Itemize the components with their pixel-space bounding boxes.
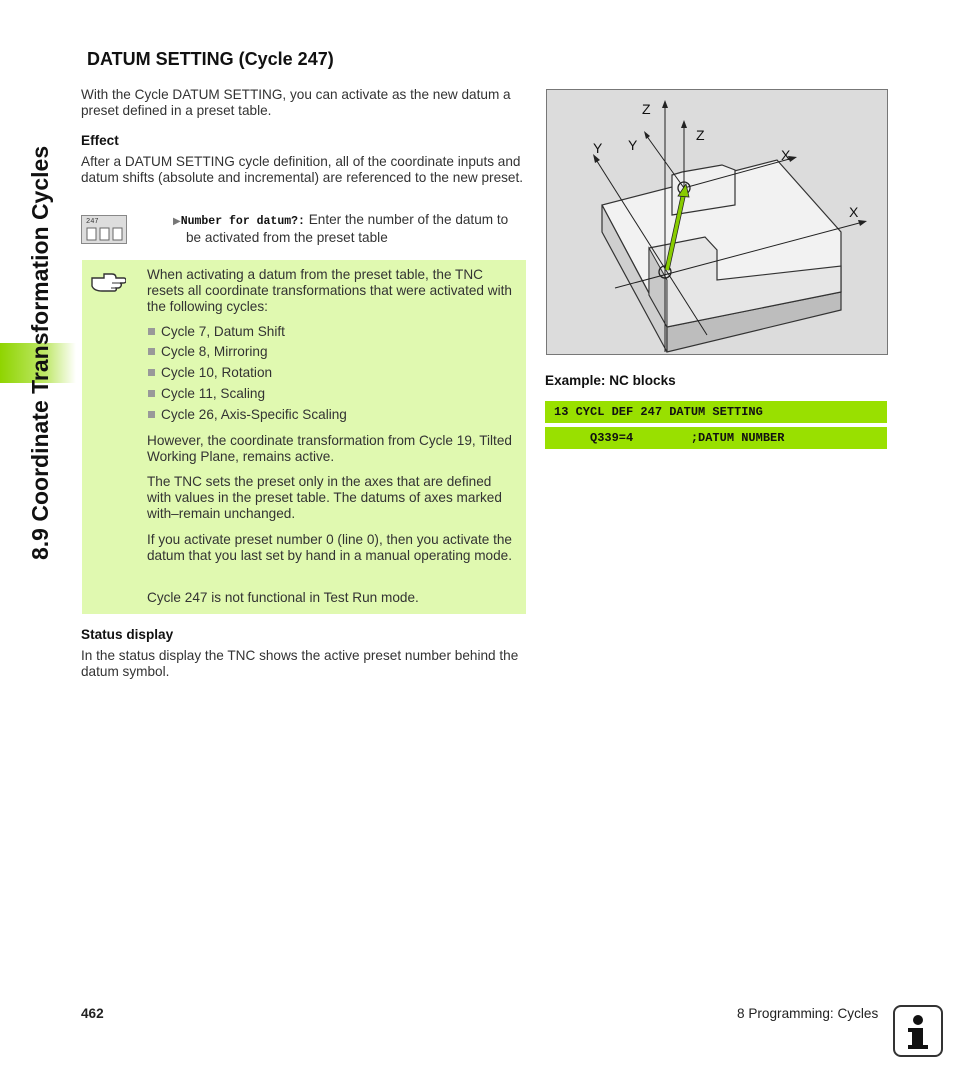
list-item: Cycle 7, Datum Shift bbox=[148, 324, 285, 339]
axis-label-z2: Z bbox=[696, 127, 705, 143]
param-desc-line2: be activated from the preset table bbox=[186, 230, 388, 245]
axis-label-y2: Y bbox=[628, 137, 638, 153]
section-title: DATUM SETTING (Cycle 247) bbox=[87, 49, 334, 69]
param-description bbox=[173, 212, 528, 246]
note-para-1: When activating a datum from the preset table, the TNC resets all coordinate transformations that were activated with the following cycles: bbox=[147, 267, 512, 314]
axis-label-x2: X bbox=[849, 204, 859, 220]
example-heading: Example: NC blocks bbox=[545, 373, 676, 388]
axis-label-x1: X bbox=[781, 147, 791, 163]
status-heading: Status display bbox=[81, 627, 174, 642]
note-para-4: If you activate preset number 0 (line 0), then you activate the datum that you last set by hand in a manual operating mode. bbox=[147, 532, 512, 563]
effect-paragraph: After a DATUM SETTING cycle definition, all of the coordinate inputs and datum shifts (absolute and incremental) are referenced to the new preset. bbox=[81, 154, 524, 185]
info-icon bbox=[893, 1005, 943, 1057]
list-item: Cycle 11, Scaling bbox=[148, 386, 265, 401]
status-paragraph: In the status display the TNC shows the active preset number behind the datum symbol. bbox=[81, 648, 519, 679]
datum-symbols-icon bbox=[86, 227, 124, 241]
pointing-hand-icon bbox=[90, 270, 126, 294]
axis-label-z1: Z bbox=[642, 101, 651, 117]
intro-paragraph: With the Cycle DATUM SETTING, you can activate as the new datum a preset defined in a preset table. bbox=[81, 87, 511, 118]
list-item: Cycle 26, Axis-Specific Scaling bbox=[148, 407, 347, 422]
note-box bbox=[82, 260, 526, 614]
triangle-bullet-icon: ▶ bbox=[173, 216, 181, 227]
nc-block-line: Q339=4 ;DATUM NUMBER bbox=[545, 427, 887, 449]
note-para-3: The TNC sets the preset only in the axes that are defined with values in the preset table. The datums of axes marked with–remain unchanged. bbox=[147, 474, 502, 521]
effect-heading: Effect bbox=[81, 133, 119, 148]
nc-block-line: 13 CYCL DEF 247 DATUM SETTING bbox=[545, 401, 887, 423]
list-item: Cycle 8, Mirroring bbox=[148, 344, 268, 359]
axis-label-y1: Y bbox=[593, 140, 603, 156]
datum-figure bbox=[546, 89, 888, 355]
list-item: Cycle 10, Rotation bbox=[148, 365, 272, 380]
param-label: Number for datum?: bbox=[180, 215, 305, 228]
param-desc-line1: Enter the number of the datum to bbox=[308, 212, 509, 227]
cycle-247-softkey: 247 bbox=[81, 215, 127, 244]
sidebar-chapter-title: 8.9 Coordinate Transformation Cycles bbox=[27, 145, 53, 560]
note-para-2: However, the coordinate transformation from Cycle 19, Tilted Working Plane, remains active. bbox=[147, 433, 512, 464]
footer-chapter: 8 Programming: Cycles bbox=[737, 1006, 879, 1021]
note-para-5: Cycle 247 is not functional in Test Run mode. bbox=[147, 590, 419, 605]
page-number: 462 bbox=[81, 1006, 104, 1021]
datum-workpiece-diagram bbox=[547, 90, 887, 354]
